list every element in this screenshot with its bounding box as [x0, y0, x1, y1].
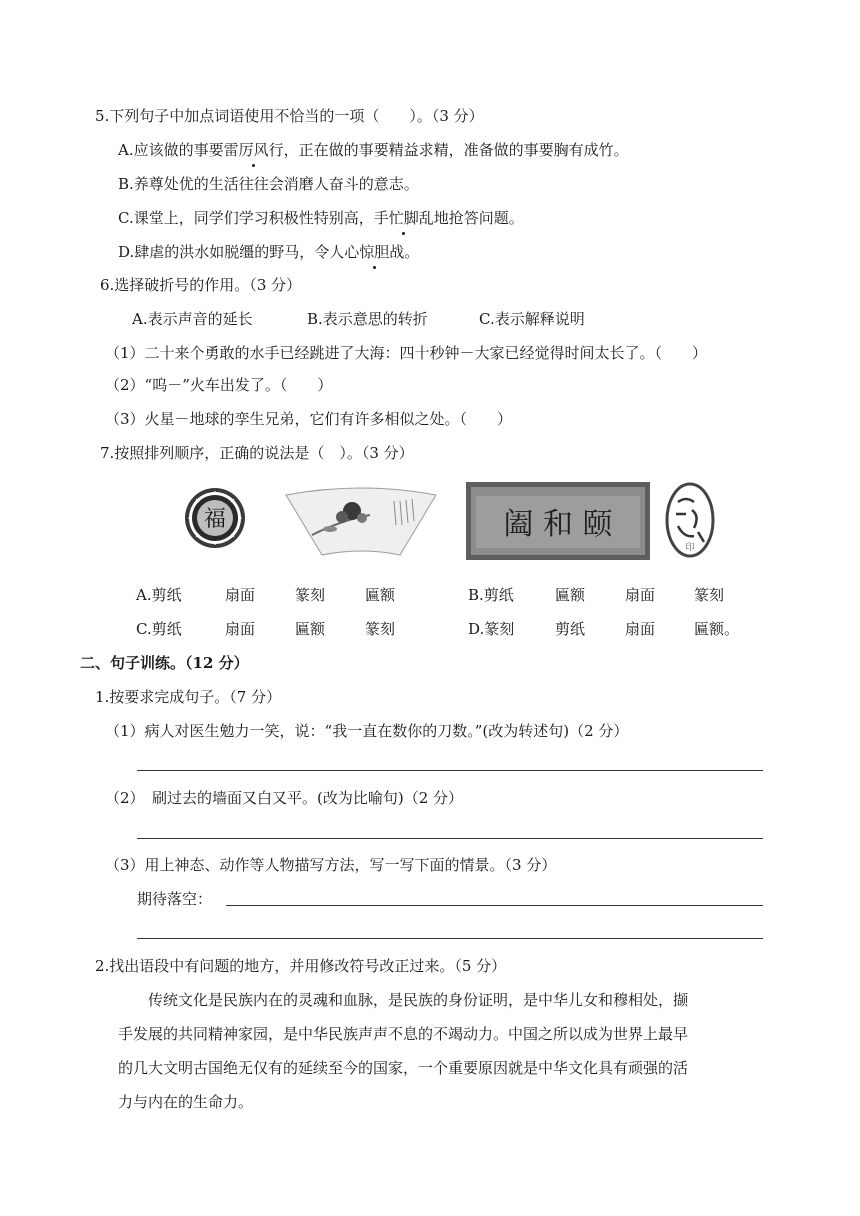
paragraph-line-3: 的几大文明古国绝无仅有的延续至今的国家，一个重要原因就是中华文化具有顽强的活: [118, 1059, 689, 1077]
s2-q2-title: 2.找出语段中有问题的地方，并用修改符号改正过来。（5 分）: [95, 957, 507, 975]
fu-character: 福: [203, 507, 227, 532]
q7-option-b-3: 扇面: [625, 586, 656, 604]
section-2-heading: 二、句子训练。（12 分）: [80, 654, 249, 672]
paragraph-line-4: 力与内在的生命力。: [118, 1093, 254, 1111]
plaque-characters: 阖 和 颐: [503, 507, 613, 542]
plaque-image: [466, 482, 650, 560]
fan-painting-image: [282, 485, 440, 559]
q6-sentence-2: （2）“呜－”火车出发了。（ ）: [105, 376, 333, 394]
s2-q1-title: 1.按要求完成句子。（7 分）: [95, 688, 282, 706]
q5-option-a: A.应该做的事要雷厉风行，正在做的事要精益求精，准备做的事要胸有成竹。: [118, 141, 629, 159]
dotted-phrase: 手忙脚乱: [373, 209, 434, 227]
s2-q1-2: （2） 刷过去的墙面又白又平。(改为比喻句)（2 分）: [105, 789, 464, 807]
q7-option-d-1: D.篆刻: [468, 620, 515, 638]
q7-option-b-1: B.剪纸: [468, 586, 514, 604]
q7-option-d-2: 剪纸: [555, 620, 586, 638]
q7-option-a-1: A.剪纸: [136, 586, 182, 604]
q7-option-b-2: 匾额: [555, 586, 586, 604]
q6-option-a: A.表示声音的延长: [132, 310, 253, 328]
answer-line-4[interactable]: [137, 938, 763, 939]
answer-line-2[interactable]: [137, 838, 763, 839]
q5-option-c: C.课堂上，同学们学习积极性特别高，手忙脚乱地抢答问题。: [118, 209, 524, 227]
q6-option-c: C.表示解释说明: [479, 310, 585, 328]
answer-line-3[interactable]: [226, 905, 763, 906]
q5-title: 5.下列句子中加点词语使用不恰当的一项（ ）。（3 分）: [95, 107, 484, 125]
q7-option-a-4: 匾额: [365, 586, 396, 604]
q7-option-d-3: 扇面: [625, 620, 656, 638]
q5-option-d: D.肆虐的洪水如脱缰的野马，令人心惊胆战。: [118, 243, 420, 261]
q7-option-c-2: 扇面: [225, 620, 256, 638]
q6-option-b: B.表示意思的转折: [307, 310, 428, 328]
s2-q1-3: （3）用上神态、动作等人物描写方法，写一写下面的情景。（3 分）: [105, 856, 557, 874]
s2-q1-1: （1）病人对医生勉力一笑，说：“我一直在数你的刀数。”(改为转述句)（2 分）: [105, 722, 629, 740]
paragraph-line-1: 传统文化是民族内在的灵魂和血脉，是民族的身份证明，是中华儿女和穆相处，撷: [118, 991, 689, 1009]
seal-character: 印: [685, 543, 695, 553]
q6-sentence-3: （3）火星－地球的孪生兄弟，它们有许多相似之处。（ ）: [105, 410, 513, 428]
q7-option-c-3: 匾额: [295, 620, 326, 638]
q7-option-c-4: 篆刻: [365, 620, 396, 638]
s2-q1-3-label: 期待落空：: [137, 890, 213, 908]
q7-option-d-4: 匾额。: [694, 620, 740, 638]
q7-option-a-2: 扇面: [225, 586, 256, 604]
q6-title: 6.选择破折号的作用。（3 分）: [100, 276, 302, 294]
seal-carving-image: [664, 480, 716, 560]
dotted-phrase: 雷厉风行: [223, 141, 284, 159]
q7-option-c-1: C.剪纸: [136, 620, 182, 638]
paragraph-line-2: 手发展的共同精神家园，是中华民族声声不息的不竭动力。中国之所以成为世界上最早: [118, 1025, 689, 1043]
paper-cut-image: [184, 483, 246, 553]
q7-option-b-4: 篆刻: [694, 586, 725, 604]
dotted-phrase: 心惊胆战: [344, 243, 405, 261]
q7-option-a-3: 篆刻: [295, 586, 326, 604]
answer-line-1[interactable]: [137, 770, 763, 771]
q6-sentence-1: （1）二十来个勇敢的水手已经跳进了大海：四十秒钟－大家已经觉得时间太长了。（ ）: [105, 344, 708, 362]
q5-option-b: B.养尊处优的生活往往会消磨人奋斗的意志。: [118, 175, 419, 193]
q7-title: 7.按照排列顺序，正确的说法是（ ）。（3 分）: [100, 444, 414, 462]
